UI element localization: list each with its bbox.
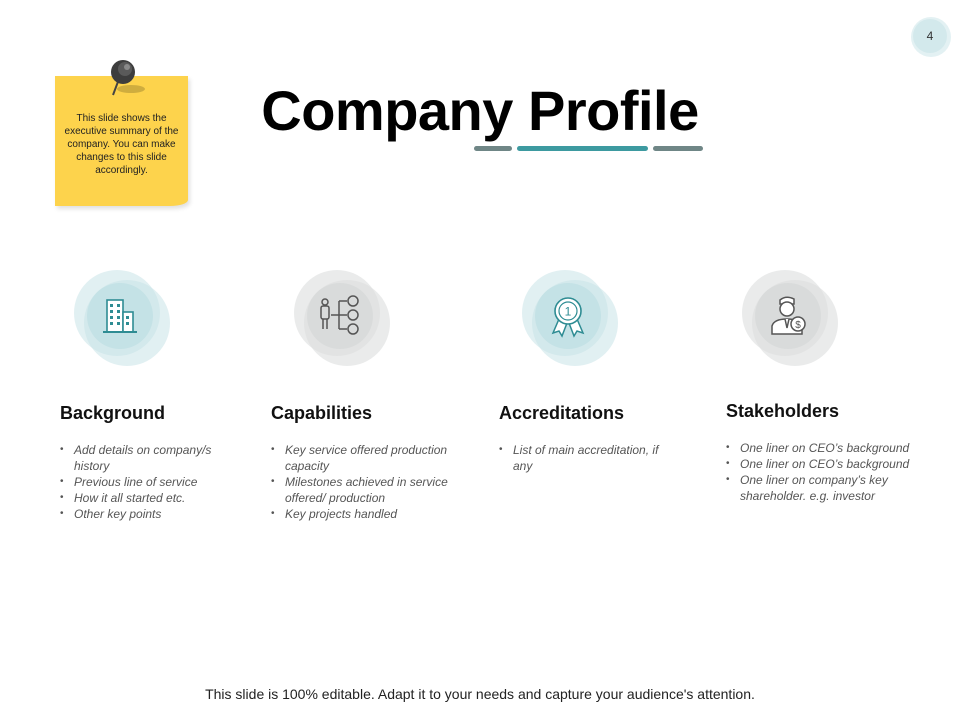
list-item: • One liner on company’s key shareholder. e.g. investor bbox=[726, 472, 916, 504]
column-stakeholders bbox=[726, 270, 956, 503]
award-ribbon-icon bbox=[545, 293, 591, 339]
column-capabilities bbox=[271, 270, 501, 521]
list-item: • Key projects handled bbox=[271, 506, 476, 522]
flowchart-person-icon bbox=[315, 291, 365, 341]
page-number: 4 bbox=[913, 19, 947, 53]
sticky-note-text: This slide shows the executive summary of the company. You can make changes to this slide accordingly. bbox=[64, 113, 179, 176]
stakeholders-icon-circle bbox=[742, 270, 842, 370]
list-item: • How it all started etc. bbox=[60, 490, 245, 506]
footer-text: This slide is 100% editable. Adapt it to your needs and capture your audience's attention. bbox=[205, 686, 755, 702]
column-list bbox=[726, 440, 916, 504]
svg-text:1: 1 bbox=[564, 304, 572, 319]
accreditations-icon-circle bbox=[522, 270, 622, 370]
title-underline-left bbox=[474, 146, 512, 151]
column-background bbox=[60, 270, 290, 521]
list-item: • List of main accreditation, if any bbox=[499, 442, 674, 474]
list-item: • Add details on company/s history bbox=[60, 442, 245, 474]
list-item: • Milestones achieved in service offered/ production bbox=[271, 474, 476, 506]
title-underline-right bbox=[653, 146, 703, 151]
column-list bbox=[499, 442, 674, 474]
column-accreditations bbox=[499, 270, 729, 473]
list-item: • Other key points bbox=[60, 506, 245, 522]
column-heading: Background bbox=[60, 403, 166, 423]
page-number-badge bbox=[911, 17, 951, 57]
column-heading: Capabilities bbox=[271, 403, 373, 423]
column-heading: Accreditations bbox=[499, 403, 625, 423]
list-item: • Previous line of service bbox=[60, 474, 245, 490]
list-item: • One liner on CEO’s background bbox=[726, 456, 916, 472]
svg-text:$: $ bbox=[795, 320, 801, 331]
column-list bbox=[271, 442, 476, 522]
title-underline-center bbox=[517, 146, 648, 151]
list-item: • One liner on CEO’s background bbox=[726, 440, 916, 456]
page-title: Company Profile bbox=[261, 79, 699, 142]
background-icon-circle bbox=[74, 270, 174, 370]
capabilities-icon-circle bbox=[294, 270, 394, 370]
column-heading: Stakeholders bbox=[726, 401, 840, 421]
list-item: • Key service offered production capacity bbox=[271, 442, 476, 474]
businessman-dollar-icon bbox=[764, 292, 812, 340]
column-list bbox=[60, 442, 245, 522]
building-icon bbox=[98, 294, 142, 338]
